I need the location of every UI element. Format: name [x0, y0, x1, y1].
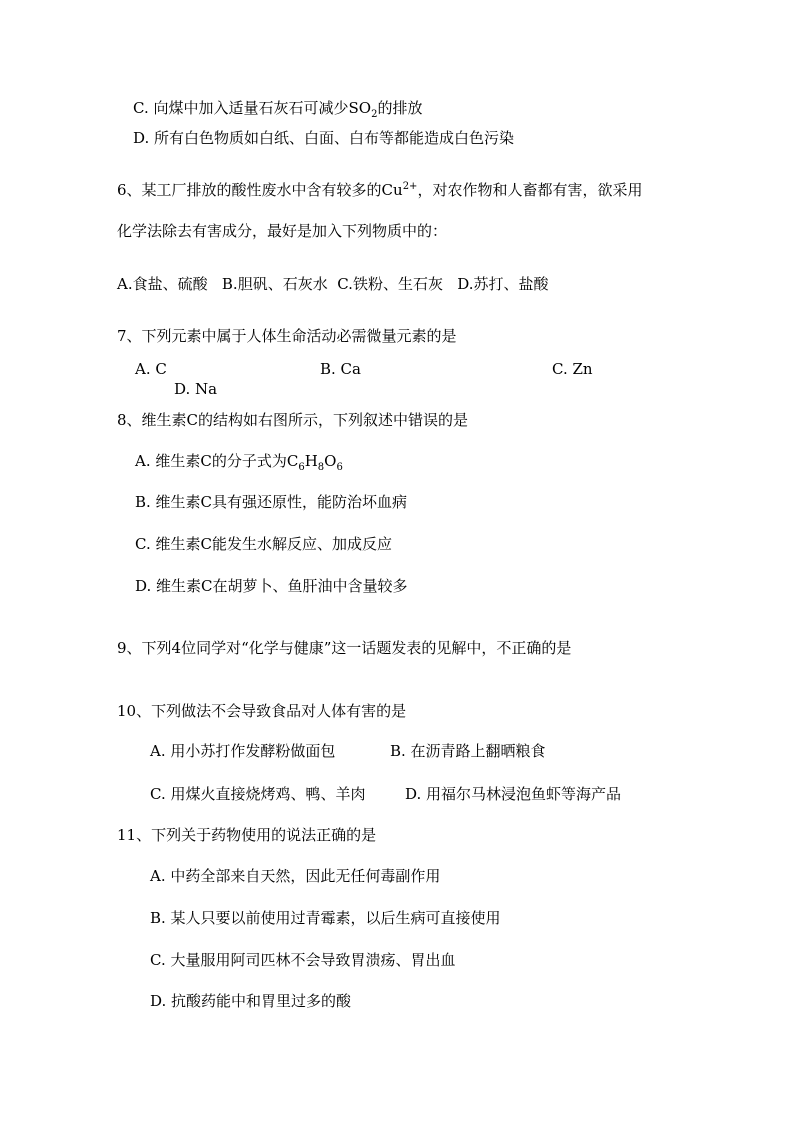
q11-option-c: C. 大量服用阿司匹林不会导致胃溃疡、胃出血: [150, 951, 456, 969]
subscript: 8: [317, 462, 325, 473]
q11-stem: 11、下列关于药物使用的说法正确的是: [117, 826, 377, 844]
option-text: A. 维生素C的分子式为C: [135, 452, 299, 470]
element-symbol: H: [304, 452, 318, 470]
subscript: 2: [371, 109, 378, 120]
q8-option-c: C. 维生素C能发生水解反应、加成反应: [135, 535, 392, 553]
subscript: 6: [298, 462, 305, 473]
q7-option-d: D. Na: [174, 380, 218, 398]
stem-text: ，对农作物和人畜都有害，欲采用: [417, 181, 643, 199]
q6-stem: [117, 180, 642, 200]
q6-options: A.食盐、硫酸 B.胆矾、石灰水 C.铁粉、生石灰 D.苏打、盐酸: [117, 275, 549, 293]
q10-option-b: B. 在沥青路上翻晒粮食: [390, 742, 546, 760]
q7-option-b: B. Ca: [320, 360, 361, 378]
q8-option-b: B. 维生素C具有强还原性，能防治坏血病: [135, 493, 408, 511]
q10-option-c: C. 用煤火直接烧烤鸡、鸭、羊肉: [150, 785, 366, 803]
superscript: 2+: [402, 181, 418, 192]
q7-option-a: A. C: [135, 360, 167, 378]
q7-option-c: C. Zn: [552, 360, 593, 378]
option-text: C. 向煤中加入适量石灰石可减少SO: [133, 99, 372, 117]
stem-text: 6、某工厂排放的酸性废水中含有较多的Cu: [117, 181, 403, 199]
q8-option-a: [135, 451, 343, 471]
option-text: 的排放: [377, 99, 423, 117]
subscript: 6: [336, 462, 343, 473]
q9-stem: 9、下列4位同学对“化学与健康”这一话题发表的见解中，不正确的是: [117, 639, 572, 657]
q8-stem: 8、维生素C的结构如右图所示，下列叙述中错误的是: [117, 411, 469, 429]
q6-stem-line2: 化学法除去有害成分，最好是加入下列物质中的：: [117, 222, 448, 240]
q10-option-d: D. 用福尔马林浸泡鱼虾等海产品: [405, 785, 622, 803]
element-symbol: O: [324, 452, 337, 470]
q11-option-b: B. 某人只要以前使用过青霉素，以后生病可直接使用: [150, 909, 501, 927]
q10-option-a: A. 用小苏打作发酵粉做面包: [150, 742, 336, 760]
q11-option-d: D. 抗酸药能中和胃里过多的酸: [150, 992, 352, 1010]
prev-option-d: D. 所有白色物质如白纸、白面、白布等都能造成白色污染: [133, 129, 515, 147]
prev-option-c: [133, 98, 422, 118]
q11-option-a: A. 中药全部来自天然，因此无任何毒副作用: [150, 867, 441, 885]
q7-stem: 7、下列元素中属于人体生命活动必需微量元素的是: [117, 327, 457, 345]
q8-option-d: D. 维生素C在胡萝卜、鱼肝油中含量较多: [135, 577, 408, 595]
q10-stem: 10、下列做法不会导致食品对人体有害的是: [117, 702, 407, 720]
